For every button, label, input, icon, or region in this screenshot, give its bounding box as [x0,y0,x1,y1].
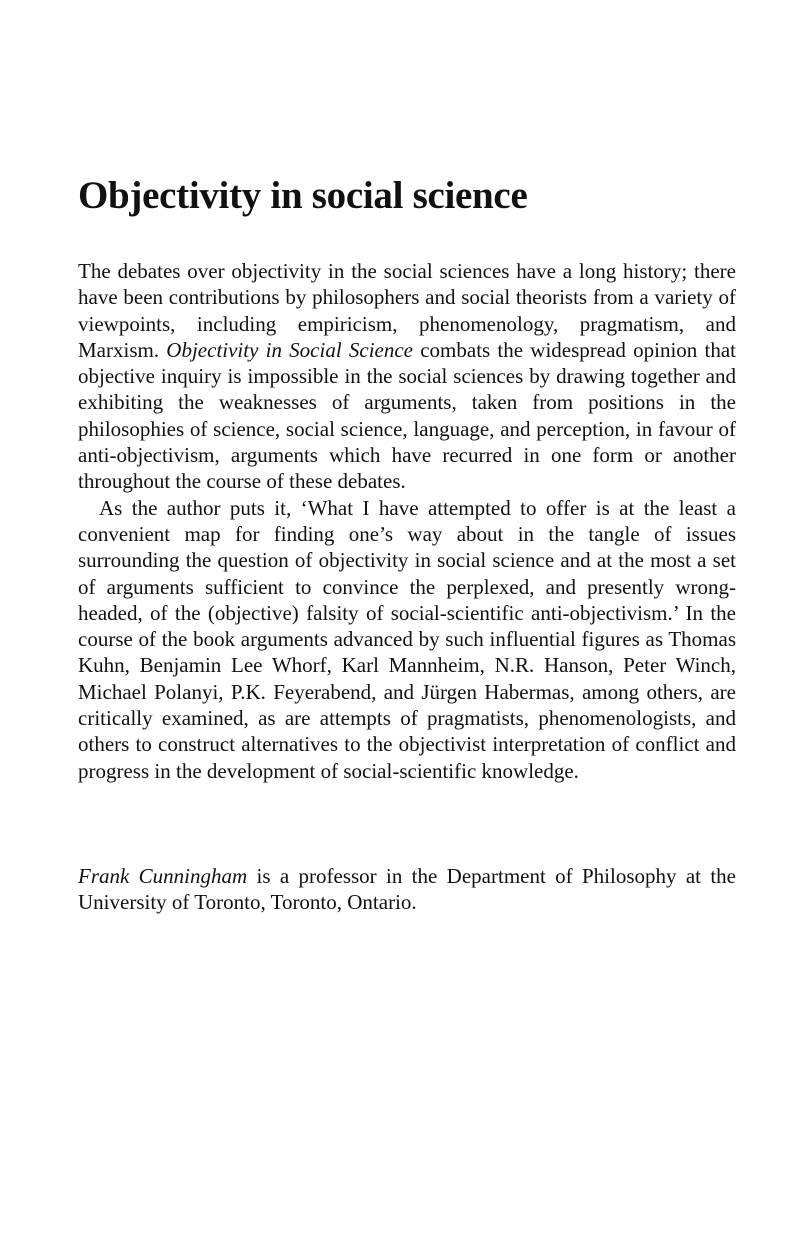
page-title: Objectivity in social science [78,174,528,217]
paragraph-1-text-end: combats the widespread opinion that objective inquiry is impossible in the social sciences by drawing together and exhibiting the weaknesses of arguments, taken from positions in the philosophies of science, social science, language, and perception, in favour of anti-objectivism, arguments which have recurred in one form or another throughout the course of these debates. [78,337,736,494]
book-title-italic: Objectivity in Social Science [166,337,413,362]
description-paragraph-2: As the author puts it, ‘What I have attempted to offer is at the least a convenient map for finding one’s way about in the tangle of issues surrounding the question of objectivity in social science and at the most a set of arguments sufficient to convince the perplexed, and presently wrong-headed, of the (objective) falsity of social-scientific anti-objectivism.’ In the course of the book arguments advanced by such influential figures as Thomas Kuhn, Benjamin Lee Whorf, Karl Mannheim, N.R. Hanson, Peter Winch, Michael Polanyi, P.K. Feyerabend, and Jürgen Habermas, among others, are critically examined, as are attempts of pragmatists, phenomenologists, and others to construct alternatives to the objectivist interpretation of conflict and progress in the development of social-scientific knowledge. [78,495,736,783]
description-paragraph-1 [78,258,736,495]
description-body [78,258,736,784]
author-bio [78,863,736,916]
author-description: is a professor in the Department of Philosophy at the University of Toronto, Toronto, Ontario. [78,864,736,915]
author-name: Frank Cunningham [78,864,248,888]
paragraph-1-text-start: The debates over objectivity in the social sciences have a long history; there have been contributions by philosophers and social theorists from a variety of viewpoints, including empiricism, phenomenology, pragmatism, and Marxism. [78,259,736,362]
